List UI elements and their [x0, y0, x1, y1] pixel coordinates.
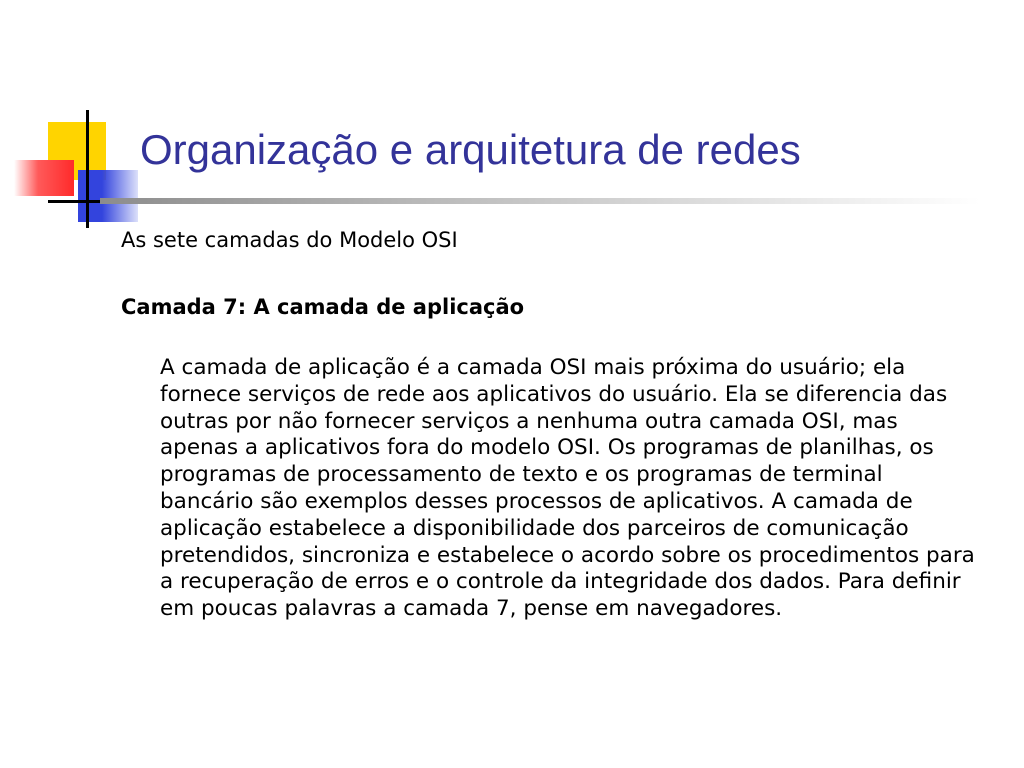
decorative-squares-logo	[0, 0, 140, 240]
red-square	[14, 160, 74, 196]
slide-subtitle: As sete camadas do Modelo OSI	[121, 228, 458, 252]
title-underline	[100, 198, 980, 204]
section-heading: Camada 7: A camada de aplicação	[121, 295, 525, 319]
slide-title: Organização e arquitetura de redes	[140, 126, 801, 173]
body-paragraph: A camada de aplicação é a camada OSI mais próxima do usuário; ela fornece serviços de rede aos aplicativos do usuário. Ela se diferencia das outras por não fornecer serviços a nenhuma outra camada OSI, mas apenas a aplicativos fora do modelo OSI. Os programas de planilhas, os programas de processamento de texto e os programas de terminal bancário são exemplos desses processos de aplicativos. A camada de aplicação estabelece a disponibilidade dos parceiros de comunicação pretendidos, sincroniza e estabelece o acordo sobre os procedimentos para a recuperação de erros e o controle da integridade dos dados. Para definir em poucas palavras a camada 7, pense em navegadores.	[160, 355, 975, 622]
vertical-line	[86, 110, 89, 228]
